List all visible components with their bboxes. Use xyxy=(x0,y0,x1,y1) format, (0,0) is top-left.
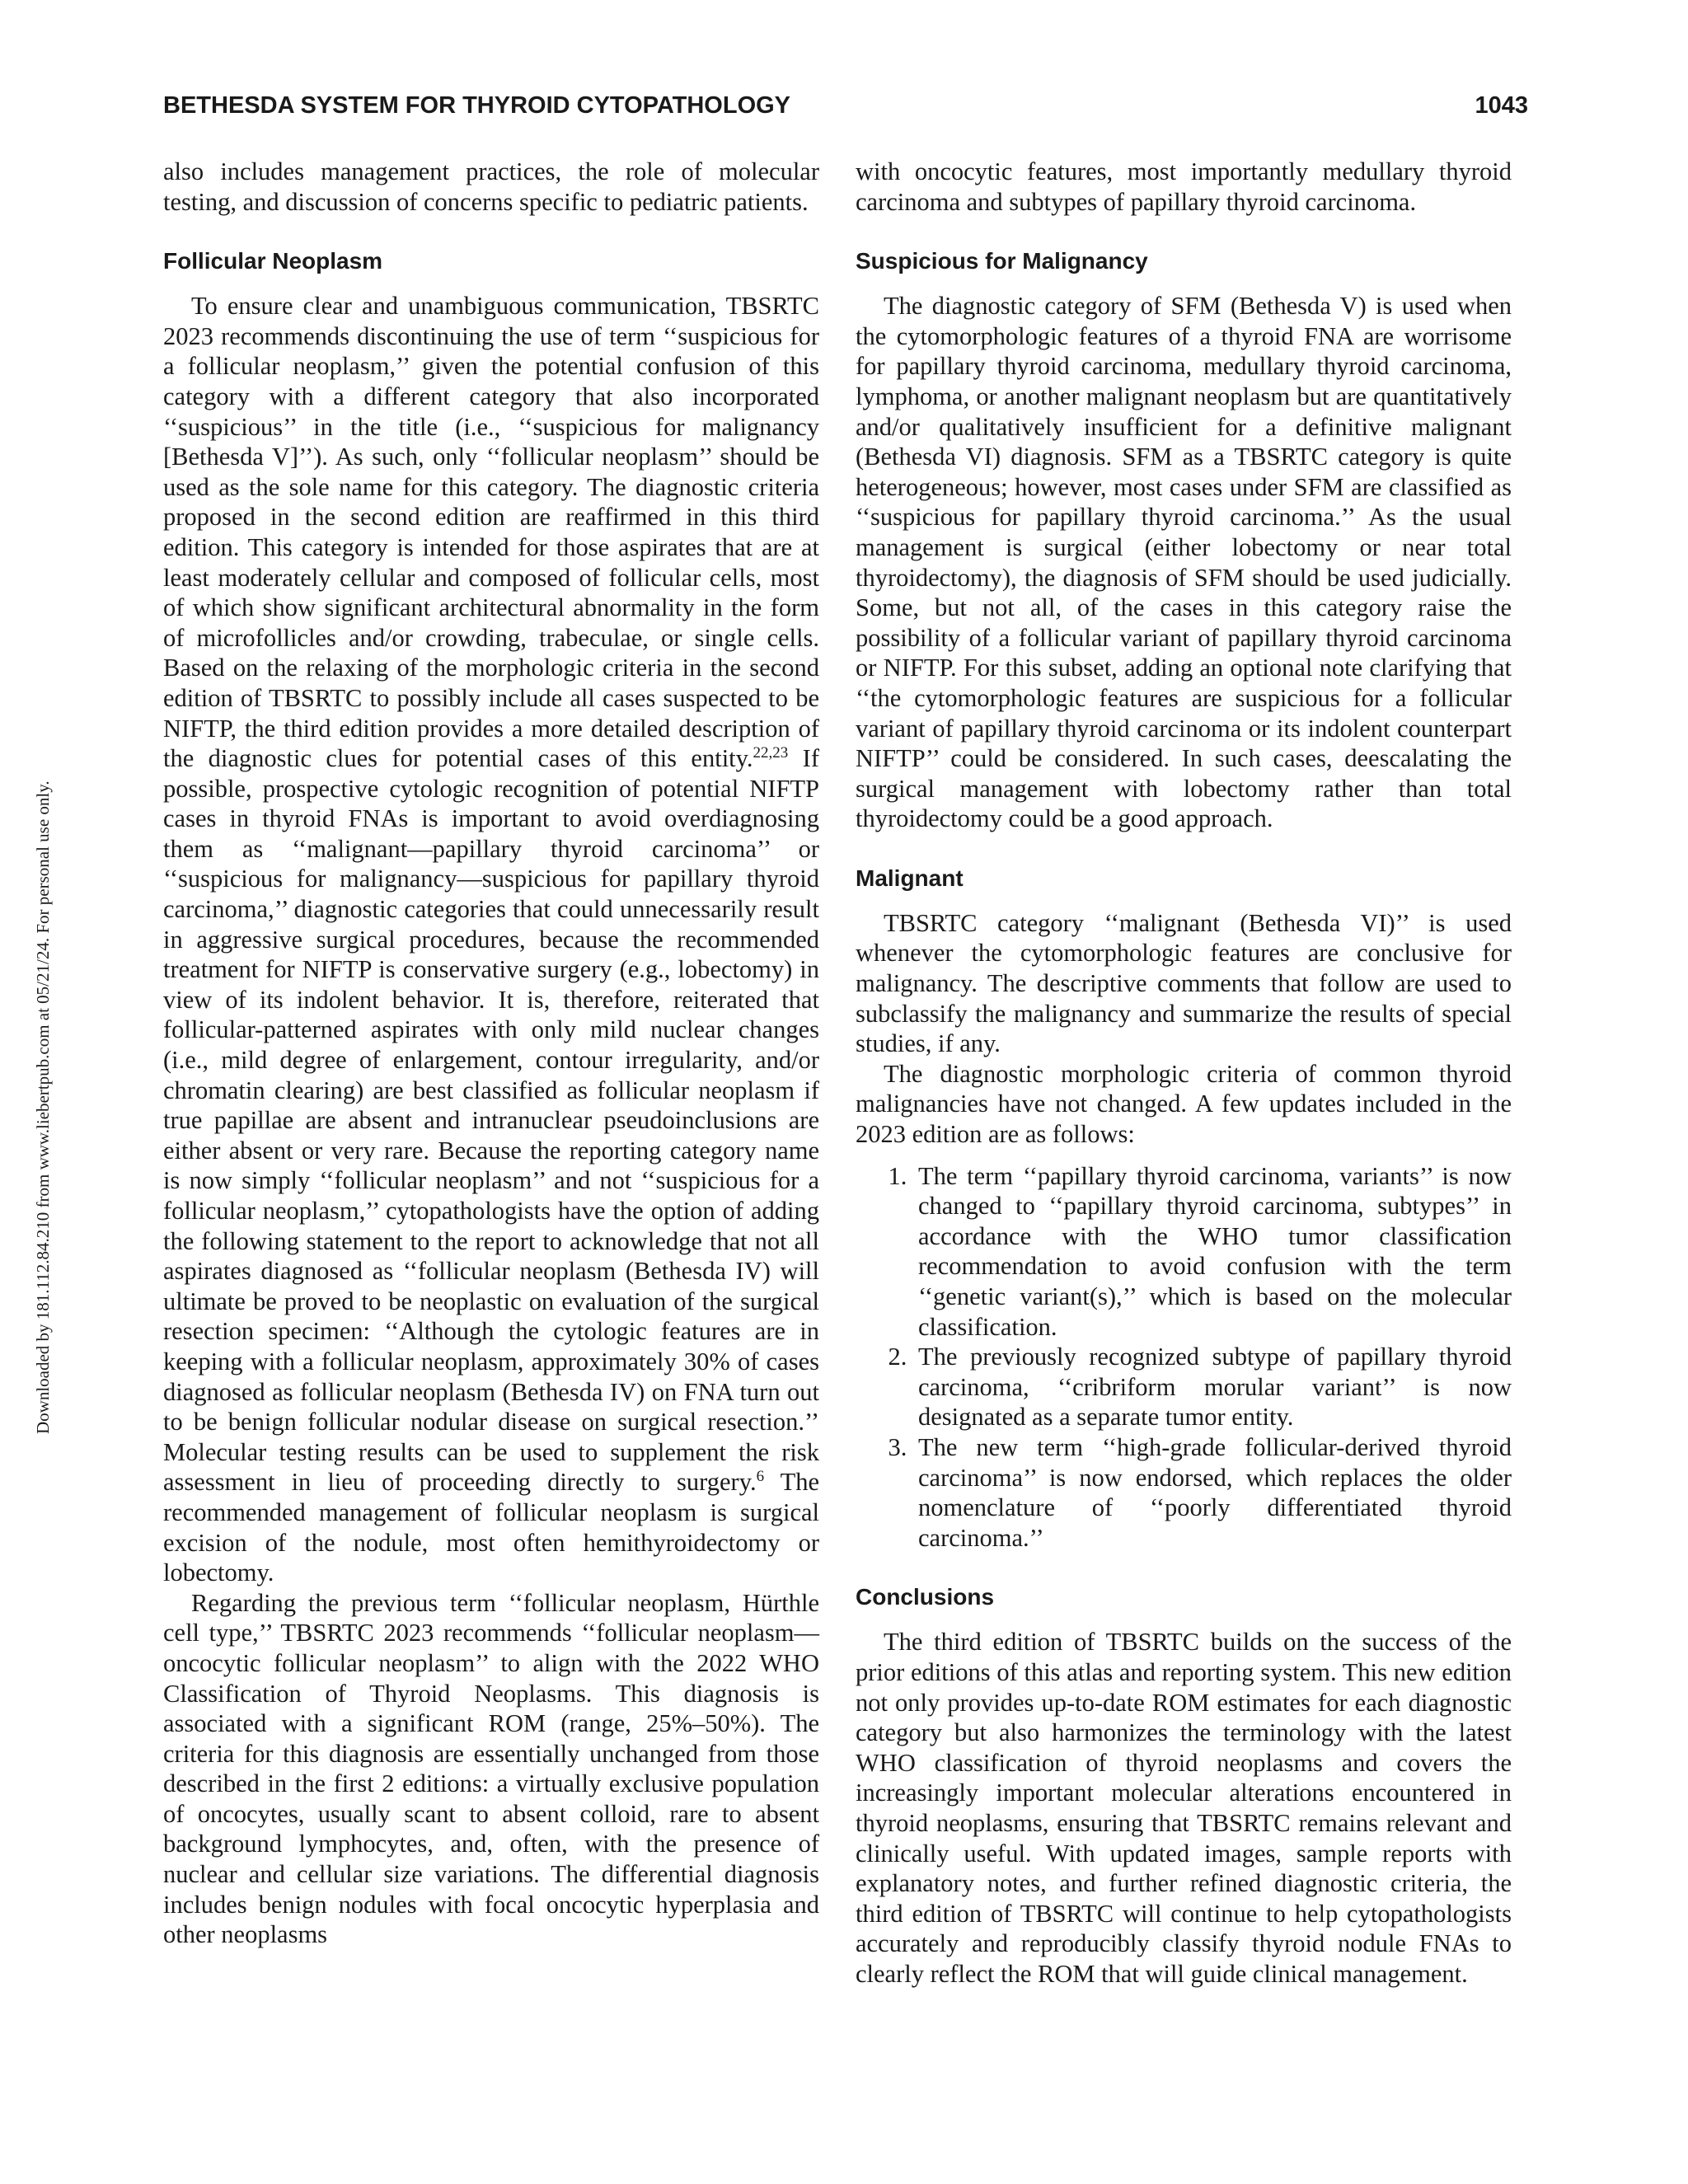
right-column xyxy=(856,157,1512,1989)
paragraph: The diagnostic morphologic criteria of common thyroid malignancies have not changed. A few updates included in the 2023 edition are as follows: xyxy=(856,1059,1512,1149)
section-heading-suspicious-for-malignancy: Suspicious for Malignancy xyxy=(856,248,1148,274)
paragraph: The third edition of TBSRTC builds on the success of the prior editions of this atlas and reporting system. This new edition not only provides up-to-date ROM estimates for each diagnostic category but also harmonizes the terminology with the latest WHO classification of thyroid neoplasms and covers the increasingly important molecular alterations encountered in thyroid neoplasms, ensuring that TBSRTC remains relevant and clinically useful. With updated images, sample reports with explanatory notes, and further refined diagnostic criteria, the third edition of TBSRTC will continue to help cytopathologists accurately and reproducibly classify thyroid nodule FNAs to clearly reflect the ROM that will guide clinical management. xyxy=(856,1628,1512,1988)
paragraph-text: The recommended management of follicular neoplasm is surgical excision of the nodule, most often hemithyroidectomy or lobectomy. xyxy=(163,1468,819,1587)
section-heading-malignant: Malignant xyxy=(856,865,964,891)
left-column xyxy=(163,157,819,1950)
download-notice: Downloaded by 181.112.84.210 from www.liebertpub.com at 05/21/24. For personal use only. xyxy=(33,780,53,1434)
citation-superscript: 6 xyxy=(756,1468,765,1486)
paragraph-text: To ensure clear and unambiguous communication, TBSRTC 2023 recommends discontinuing the use of term ‘‘suspicious for a follicular neoplasm,’’ given the potential confusion of this category with a different category that also incorporated ‘‘suspicious’’ in the title (i.e., ‘‘suspicious for malignancy [Bethesda V]’’). As such, only ‘‘follicular neoplasm’’ should be used as the sole name for this category. The diagnostic criteria proposed in the second edition are reaffirmed in this third edition. This category is intended for those aspirates that are at least moderately cellular and composed of follicular cells, most of which show significant architectural abnormality in the form of microfollicles and/or crowding, trabeculae, or single cells. Based on the relaxing of the morphologic criteria in the second edition of TBSRTC to possibly include all cases suspected to be NIFTP, the third edition provides a more detailed description of the diagnostic clues for potential cases of this entity. xyxy=(163,292,819,773)
list-item: 2. The previously recognized subtype of papillary thyroid carcinoma, ‘‘cribriform morular variant’’ is now designated as a separate tumor entity. xyxy=(913,1342,1512,1432)
running-head xyxy=(163,92,1528,125)
section-heading-conclusions: Conclusions xyxy=(856,1584,995,1610)
list-item: 3. The new term ‘‘high-grade follicular-derived thyroid carcinoma’’ is now endorsed, which replaces the older nomenclature of ‘‘poorly differentiated thyroid carcinoma.’’ xyxy=(913,1432,1512,1553)
list-item: 1. The term ‘‘papillary thyroid carcinoma, variants’’ is now changed to ‘‘papillary thyroid carcinoma, subtypes’’ in accordance with the WHO tumor classification recommendation to avoid confusion with the term ‘‘genetic variant(s),’’ which is based on the molecular classification. xyxy=(913,1161,1512,1343)
section-heading-follicular-neoplasm: Follicular Neoplasm xyxy=(163,248,383,274)
citation-superscript: 22,23 xyxy=(753,743,789,762)
paragraph: Regarding the previous term ‘‘follicular neoplasm, Hürthle cell type,’’ TBSRTC 2023 recommends ‘‘follicular neoplasm—oncocytic follicular neoplasm’’ to align with the 2022 WHO Classification of Thyroid Neoplasms. This diagnosis is associated with a significant ROM (range, 25%–50%). The criteria for this diagnosis are essentially unchanged from those described in the first 2 editions: a virtually exclusive population of oncocytes, usually scant to absent colloid, rare to absent background lymphocytes, and, often, with the presence of nuclear and cellular size variations. The differential diagnosis includes benign nodules with focal oncocytic hyperplasia and other neoplasms xyxy=(163,1588,819,1949)
paragraph-continuation: with oncocytic features, most importantly medullary thyroid carcinoma and subtypes of papillary thyroid carcinoma. xyxy=(856,157,1512,216)
paragraph: TBSRTC category ‘‘malignant (Bethesda VI)’’ is used whenever the cytomorphologic features are conclusive for malignancy. The descriptive comments that follow are used to subclassify the malignancy and summarize the results of special studies, if any. xyxy=(856,908,1512,1058)
updates-list xyxy=(856,1161,1512,1554)
paragraph xyxy=(163,291,819,1588)
page-number: 1043 xyxy=(1475,92,1528,119)
journal-title: BETHESDA SYSTEM FOR THYROID CYTOPATHOLOGY xyxy=(163,92,791,119)
paragraph-text: If possible, prospective cytologic recognition of potential NIFTP cases in thyroid FNAs is important to avoid overdiagnosing them as ‘‘malignant—papillary thyroid carcinoma’’ or ‘‘suspicious for malignancy—suspicious for papillary thyroid carcinoma,’’ diagnostic categories that could unnecessarily result in aggressive surgical procedures, because the recommended treatment for NIFTP is conservative surgery (e.g., lobectomy) in view of its indolent behavior. It is, therefore, reiterated that follicular-patterned aspirates with only mild nuclear changes (i.e., mild degree of enlargement, contour irregularity, and/or chromatin clearing) are best classified as follicular neoplasm if true papillae are absent and intranuclear pseudoinclusions are either absent or very rare. Because the reporting category name is now simply ‘‘follicular neoplasm’’ and not ‘‘suspicious for a follicular neoplasm,’’ cytopathologists have the option of adding the following statement to the report to acknowledge that not all aspirates diagnosed as ‘‘follicular neoplasm (Bethesda IV) will ultimate be proved to be neoplastic on evaluation of the surgical resection specimen: ‘‘Although the cytologic features are in keeping with a follicular neoplasm, approximately 30% of cases diagnosed as follicular neoplasm (Bethesda IV) on FNA turn out to be benign follicular nodular disease on surgical resection.’’ Molecular testing results can be used to supplement the risk assessment in lieu of proceeding directly to surgery. xyxy=(163,744,819,1497)
intro-continuation: also includes management practices, the role of molecular testing, and discussion of concerns specific to pediatric patients. xyxy=(163,157,819,216)
paragraph: The diagnostic category of SFM (Bethesda V) is used when the cytomorphologic features of a thyroid FNA are worrisome for papillary thyroid carcinoma, medullary thyroid carcinoma, lymphoma, or another malignant neoplasm but are quantitatively and/or qualitatively insufficient for a definitive malignant (Bethesda VI) diagnosis. SFM as a TBSRTC category is quite heterogeneous; however, most cases under SFM are classified as ‘‘suspicious for papillary thyroid carcinoma.’’ As the usual management is surgical (either lobectomy or near total thyroidectomy), the diagnosis of SFM should be used judicially. Some, but not all, of the cases in this category raise the possibility of a follicular variant of papillary thyroid carcinoma or NIFTP. For this subset, adding an optional note clarifying that ‘‘the cytomorphologic features are suspicious for a follicular variant of papillary thyroid carcinoma or its indolent counterpart NIFTP’’ could be considered. In such cases, deescalating the surgical management with lobectomy rather than total thyroidectomy could be a good approach. xyxy=(856,292,1512,833)
